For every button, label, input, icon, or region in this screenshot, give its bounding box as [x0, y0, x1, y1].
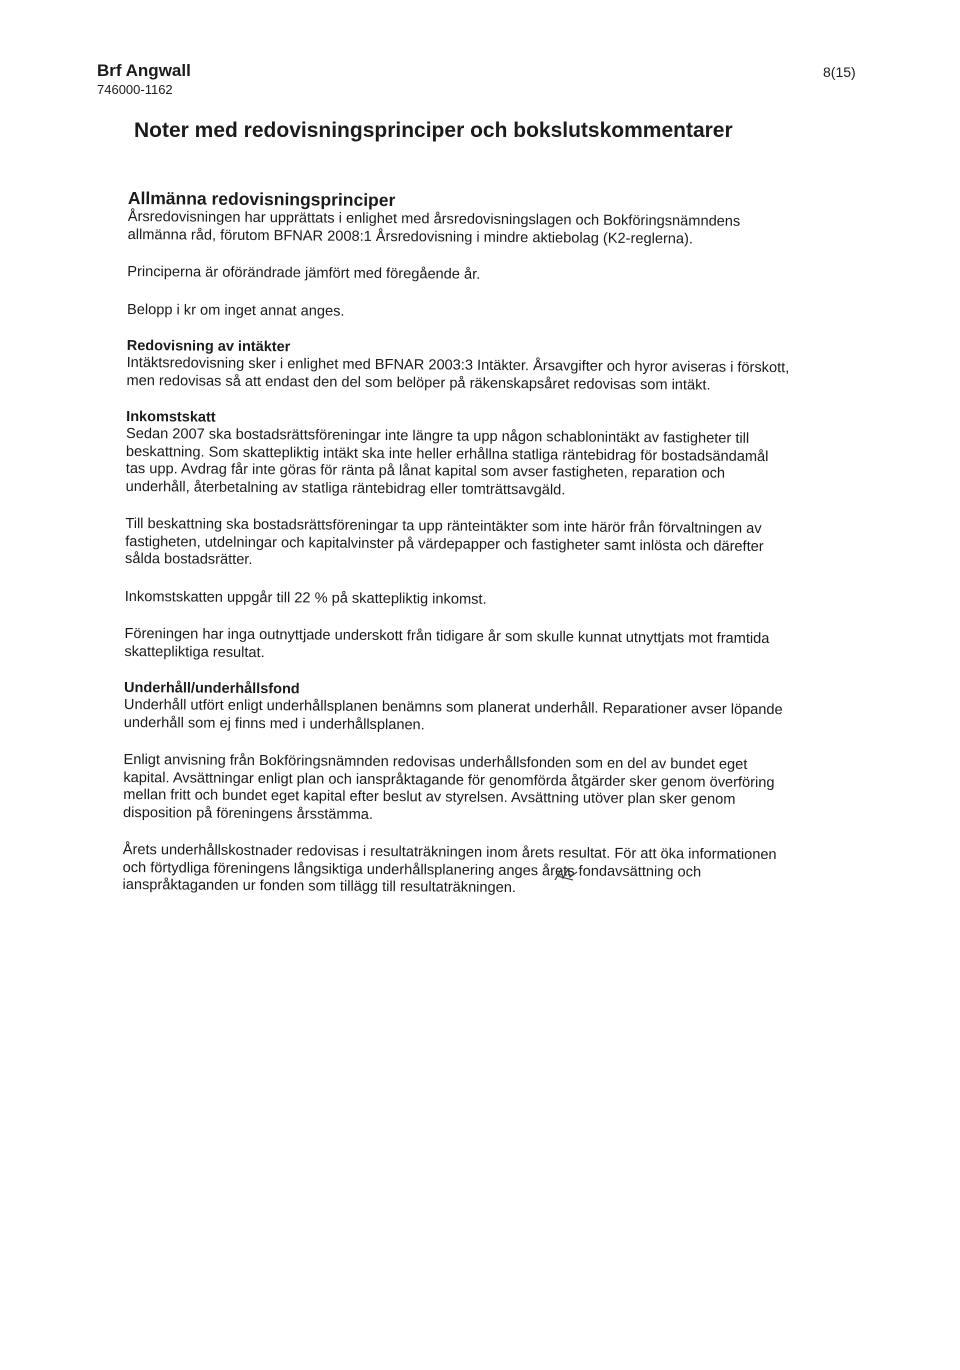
section-heading-allmanna: Allmänna redovisningsprinciper [127, 188, 396, 211]
paragraph-kostnader-line-2: och förtydliga föreningens långsiktiga underhållsplanering anges årets fondavsättning och [122, 859, 702, 881]
paragraph-beskattning-line-1: Till beskattning ska bostadsrättsföreningar ta upp ränteintäkter som inte härör från förvaltningen av [125, 515, 762, 537]
paragraph-underhallsfond-line-1: Enligt anvisning från Bokföringsnämnden redovisas underhållsfonden som en del av bundet eget [123, 751, 748, 773]
paragraph-principles: Principerna är oförändrade jämfört med föregående år. [127, 263, 481, 283]
paragraph-underhall-line-2: underhåll som ej finns med i underhållsplanen. [123, 714, 425, 733]
paragraph-underskott-line-1: Föreningen har inga outnyttjade underskott från tidigare år som skulle kunnat utnyttjats mot framtida [124, 625, 770, 648]
paragraph-underhall-line-1: Underhåll utfört enligt underhållsplanen benämns som planerat underhåll. Reparationer avser löpande [123, 696, 783, 719]
paragraph-kostnader-line-1: Årets underhållskostnader redovisas i resultaträkningen inom årets resultat. För att öka informationen [122, 841, 777, 864]
paragraph-inkomstskatt-line-4: underhåll, återbetalning av statliga räntebidrag eller tomträttsavgäld. [125, 478, 566, 498]
paragraph-intakter-line-1: Intäktsredovisning sker i enlighet med BFNAR 2003:3 Intäkter. Årsavgifter och hyror aviseras i förskott, [126, 354, 790, 377]
section-heading-intakter: Redovisning av intäkter [126, 337, 291, 356]
section-heading-inkomstskatt: Inkomstskatt [126, 408, 216, 426]
page-number: 8(15) [823, 64, 856, 80]
document-header [97, 61, 191, 98]
paragraph-amounts: Belopp i kr om inget annat anges. [126, 301, 345, 320]
paragraph-inkomstskatt-line-1: Sedan 2007 ska bostadsrättsföreningar inte längre ta upp någon schablonintäkt av fastigheter till [126, 425, 750, 447]
paragraph-beskattning-line-2: fastigheten, utdelningar och kapitalvinster på värdepapper och fastigheter samt inlösta och därefter [125, 533, 764, 555]
paragraph-underhallsfond-line-2: kapital. Avsättningar enligt plan och ianspråktagande för genomförda åtgärder sker genom överföring [123, 769, 775, 791]
paragraph-intakter-line-2: men redovisas så att endast den del som belöper på räkenskapsåret redovisas som intäkt. [126, 372, 711, 394]
organization-number: 746000-1162 [97, 82, 173, 97]
paragraph-kostnader-line-3: ianspråktaganden ur fonden som tillägg till resultaträkningen. [122, 876, 517, 897]
section-heading-underhall: Underhåll/underhållsfond [124, 679, 300, 698]
paragraph-inkomstskatt-line-2: beskattning. Som skattepliktig intäkt ska inte heller erhållna statliga räntebidrag för bostadsändamål [125, 443, 769, 465]
paragraph-underhallsfond-line-4: disposition på föreningens årsstämma. [123, 804, 374, 823]
paragraph-tax-rate: Inkomstskatten uppgår till 22 % på skattepliktig inkomst. [124, 588, 487, 608]
organization-name: Brf Angwall [97, 61, 191, 80]
paragraph-inkomstskatt-line-3: tas upp. Avdrag får inte göras för ränta på lånat kapital som avser fastigheten, reparation och [125, 460, 726, 482]
page-title: Noter med redovisningsprinciper och bokslutskommentarer [134, 119, 733, 142]
paragraph-underhallsfond-line-3: mellan fritt och bundet eget kapital efter beslut av styrelsen. Avsättning utöver plan sker genom [123, 786, 736, 808]
paragraph-allmanna-line-2: allmänna råd, förutom BFNAR 2008:1 Årsredovisning i mindre aktiebolag (K2-reglerna). [127, 226, 694, 247]
document-body [122, 188, 848, 900]
paragraph-allmanna-line-1: Årsredovisningen har upprättats i enlighet med årsredovisningslagen och Bokföringsnämndens [127, 208, 741, 230]
paragraph-beskattning-line-3: sålda bostadsrätter. [125, 550, 253, 568]
handwritten-initials-icon [553, 866, 579, 884]
paragraph-underskott-line-2: skattepliktiga resultat. [124, 643, 265, 661]
